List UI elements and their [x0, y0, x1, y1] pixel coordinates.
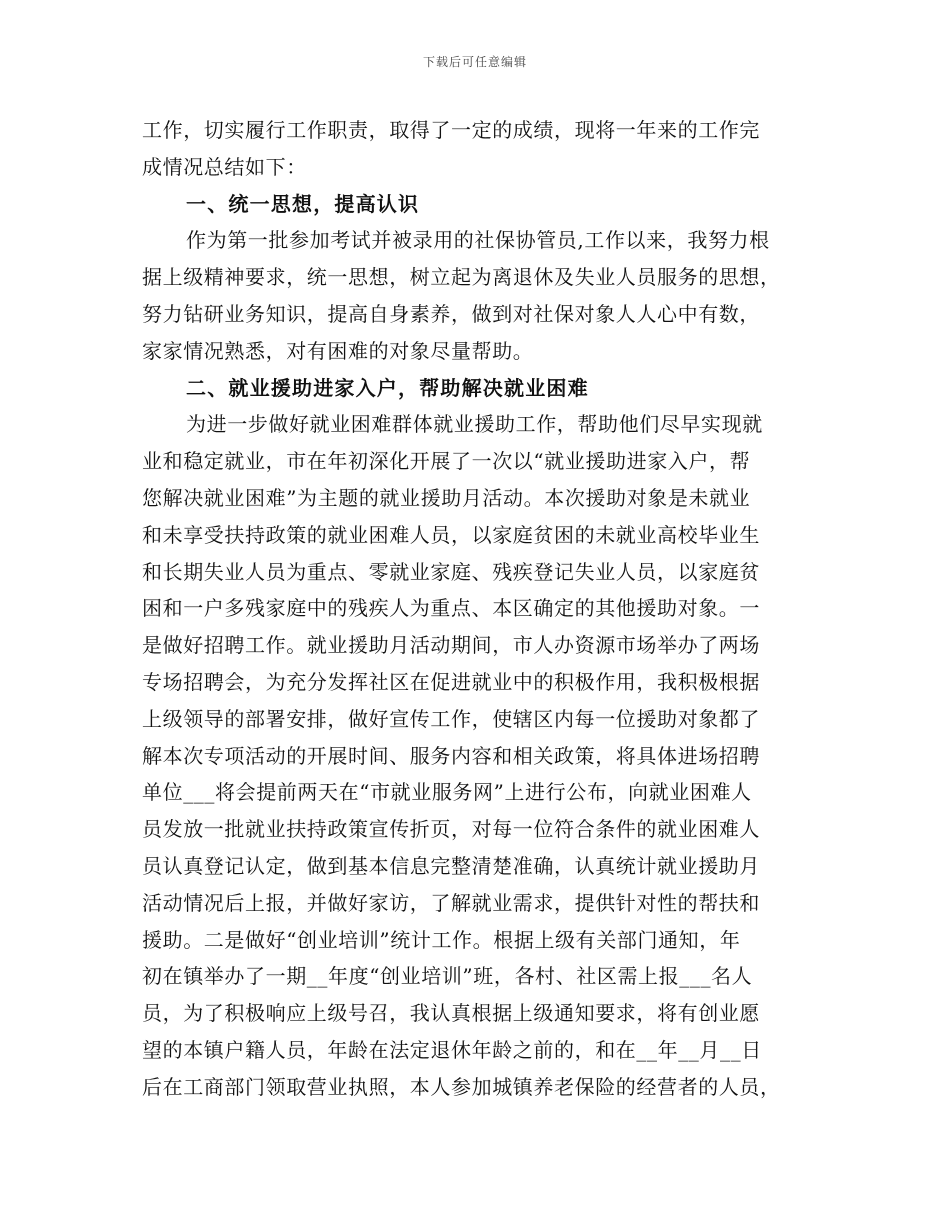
body-text-line: 和未享受扶持政策的就业困难人员，以家庭贫困的未就业高校毕业生 — [142, 522, 760, 547]
body-text-line: 努力钻研业务知识，提高自身素养，做到对社保对象人人心中有数， — [142, 301, 760, 326]
body-text-line: 据上级精神要求，统一思想，树立起为离退休及失业人员服务的思想， — [142, 265, 781, 290]
body-text-line: 专场招聘会，为充分发挥社区在促进就业中的积极作用，我积极根据 — [142, 669, 760, 694]
section-heading-2: 二、就业援助进家入户，帮助解决就业困难 — [186, 375, 589, 400]
body-text-line: 单位___将会提前两天在“市就业服务网”上进行公布，向就业困难人 — [142, 780, 752, 805]
body-text-line: 上级领导的部署安排，做好宣传工作，使辖区内每一位援助对象都了 — [142, 706, 760, 731]
body-text-line: 您解决就业困难”为主题的就业援助月活动。本次援助对象是未就业 — [142, 485, 751, 510]
page-header-note: 下载后可任意编辑 — [422, 55, 527, 69]
body-text-line: 员，为了积极响应上级号召，我认真根据上级通知要求，将有创业愿 — [142, 1001, 760, 1026]
paragraph-start-line: 作为第一批参加考试并被录用的社保协管员,工作以来，我努力根 — [186, 228, 770, 253]
body-text-line: 后在工商部门领取营业执照，本人参加城镇养老保险的经营者的人员， — [142, 1074, 781, 1099]
document-body — [142, 112, 822, 1106]
body-text-line: 援助。二是做好“创业培训”统计工作。根据上级有关部门通知，年 — [142, 927, 741, 952]
body-text-line: 望的本镇户籍人员，年龄在法定退休年龄之前的，和在__年__月__日 — [142, 1037, 762, 1062]
body-text-line: 员认真登记认定，做到基本信息完整清楚准确，认真统计就业援助月 — [142, 853, 760, 878]
body-text-line: 活动情况后上报，并做好家访，了解就业需求，提供针对性的帮扶和 — [142, 890, 760, 915]
body-text-line: 成情况总结如下： — [142, 154, 307, 179]
body-text-line: 困和一户多残家庭中的残疾人为重点、本区确定的其他援助对象。一 — [142, 596, 760, 621]
body-text-line: 是做好招聘工作。就业援助月活动期间，市人办资源市场举办了两场 — [142, 633, 760, 658]
body-text-line: 业和稳定就业，市在年初深化开展了一次以“就业援助进家入户，帮 — [142, 449, 751, 474]
body-text-line: 解本次专项活动的开展时间、服务内容和相关政策，将具体进场招聘 — [142, 743, 760, 768]
body-text-line: 家家情况熟悉，对有困难的对象尽量帮助。 — [142, 338, 534, 363]
body-text-line: 工作，切实履行工作职责，取得了一定的成绩，现将一年来的工作完 — [142, 118, 760, 142]
body-text-line: 初在镇举办了一期__年度“创业培训”班，各村、社区需上报___名人 — [142, 964, 753, 989]
body-text-line: 和长期失业人员为重点、零就业家庭、残疾登记失业人员，以家庭贫 — [142, 559, 760, 584]
body-text-line: 员发放一批就业扶持政策宣传折页，对每一位符合条件的就业困难人 — [142, 817, 760, 842]
section-heading-1: 一、统一思想，提高认识 — [186, 191, 420, 216]
paragraph-start-line: 为进一步做好就业困难群体就业援助工作，帮助他们尽早实现就 — [186, 412, 763, 437]
